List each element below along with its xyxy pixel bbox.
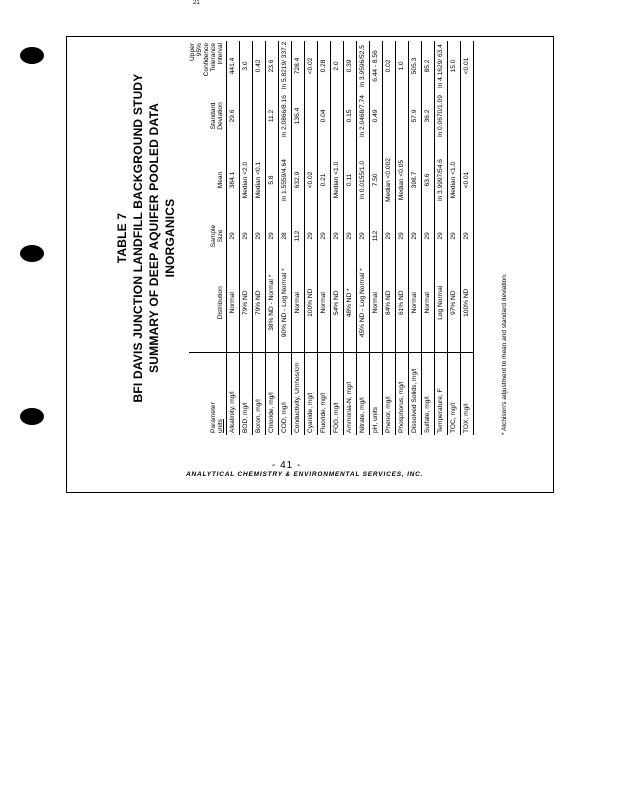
cell-mean: ln 0.0155/1.0 xyxy=(358,160,366,200)
cell-upper-tolerance: ln 5.8219/ 337.2 xyxy=(280,41,288,89)
cell-distribution: Normal xyxy=(371,292,379,314)
cell-parameter: TOX, mg/l xyxy=(460,353,473,435)
cell-std-dev xyxy=(447,91,460,141)
cell-mean: <0.02 xyxy=(306,171,314,189)
table-row xyxy=(382,41,395,435)
cell-std-dev xyxy=(382,91,395,141)
table-subtitle-category: INORGANICS xyxy=(163,198,177,278)
header-sample-line2: Size xyxy=(216,229,224,243)
cell-sample-size: 29 xyxy=(449,232,457,240)
table-row xyxy=(330,41,343,435)
cell-upper-tolerance: 505.3 xyxy=(410,57,418,75)
cell-mean: <0.01 xyxy=(462,171,470,189)
cell-parameter: Conductivity, Umhos/cm xyxy=(291,353,304,435)
cell-mean: Median <0.05 xyxy=(397,159,405,201)
header-upper-line1: Upper xyxy=(189,43,196,61)
table-row xyxy=(408,41,421,435)
cell-mean: ln 3.9997/54.6 xyxy=(436,159,444,201)
cell-upper-tolerance: 6.44 - 8.56 xyxy=(371,50,379,82)
cell-upper-tolerance: <0.01 xyxy=(462,57,470,75)
cell-upper-tolerance: 1.0 xyxy=(397,61,405,71)
cell-upper-tolerance: 0.39 xyxy=(345,59,353,73)
table-header-row xyxy=(189,41,226,435)
header-sample-size xyxy=(189,219,226,253)
header-distribution: Distribution xyxy=(216,286,224,320)
header-upper-line3: Tolerance Interval xyxy=(209,43,224,72)
cell-parameter: Cyanide, mg/l xyxy=(304,353,317,435)
data-table xyxy=(189,41,474,435)
punch-hole-middle xyxy=(20,245,44,262)
cell-std-dev xyxy=(330,91,343,141)
cell-std-dev: 11.2 xyxy=(267,109,275,123)
cell-mean: 63.6 xyxy=(423,173,431,187)
cell-mean: 5.8 xyxy=(267,175,275,185)
cell-std-dev: 0.04 xyxy=(319,109,327,123)
cell-sample-size: 29 xyxy=(397,232,405,240)
cell-mean: 398.7 xyxy=(410,171,418,189)
cell-parameter: Dissolved Solids, mg/l xyxy=(408,353,421,435)
cell-upper-tolerance: 2.0 xyxy=(332,61,340,71)
cell-upper-tolerance: 0.02 xyxy=(384,59,392,73)
cell-upper-tolerance: 728.4 xyxy=(293,57,301,75)
cell-sample-size: 29 xyxy=(306,232,314,240)
cell-upper-tolerance: 15.0 xyxy=(449,59,457,73)
table-row xyxy=(460,41,473,435)
table-row xyxy=(226,41,239,435)
table-row xyxy=(278,41,291,435)
cell-parameter: Ammonia-N, mg/l xyxy=(343,353,356,435)
cell-sample-size: 112 xyxy=(371,230,379,242)
cell-mean: Median <0.1 xyxy=(254,161,262,199)
cell-upper-tolerance: ln 3.9596/52.5 xyxy=(358,45,366,87)
cell-distribution: Normal xyxy=(293,292,301,314)
cell-std-dev: ln 0.0670/1.09 xyxy=(436,95,444,137)
table-row xyxy=(421,41,434,435)
cell-mean: 632.9 xyxy=(293,171,301,189)
header-sd-line1: Standard xyxy=(209,102,217,130)
cell-upper-tolerance: 3.0 xyxy=(241,61,249,71)
cell-parameter: BOD, mg/l xyxy=(239,353,252,435)
cell-std-dev: 29.6 xyxy=(228,109,236,123)
cell-distribution: 48% ND * xyxy=(345,288,353,318)
punch-hole-bottom xyxy=(20,408,44,425)
table-subtitle-summary: SUMMARY OF DEEP AQUIFER POOLED DATA xyxy=(147,103,161,373)
cell-parameter: Boron, mg/l xyxy=(252,353,265,435)
cell-parameter: COD, mg/l xyxy=(278,353,291,435)
cell-sample-size: 29 xyxy=(423,232,431,240)
cell-sample-size: 112 xyxy=(293,230,301,242)
cell-sample-size: 29 xyxy=(267,232,275,240)
cell-sample-size: 29 xyxy=(462,232,470,240)
cell-distribution: Log Normal xyxy=(436,285,444,320)
cell-distribution: 54% ND xyxy=(332,290,340,316)
table-row xyxy=(447,41,460,435)
cell-mean: 7.50 xyxy=(371,173,379,187)
cell-mean: Median <2.0 xyxy=(241,161,249,199)
cell-std-dev: 0.15 xyxy=(345,109,353,123)
cell-sample-size: 29 xyxy=(228,232,236,240)
cell-mean: ln 1.5559/4.64 xyxy=(280,159,288,201)
header-upper-line2: 95% Confidence xyxy=(195,43,210,77)
cell-distribution: 79% ND xyxy=(254,290,262,316)
cell-parameter: pH, units xyxy=(369,353,382,435)
cell-parameter: Nitrate, mg/l xyxy=(356,353,369,435)
table-row xyxy=(395,41,408,435)
cell-std-dev: 36.2 xyxy=(423,109,431,123)
table-row xyxy=(317,41,330,435)
cell-upper-tolerance: 0.42 xyxy=(254,59,262,73)
cell-std-dev xyxy=(252,91,265,141)
cell-upper-tolerance: 0.28 xyxy=(319,59,327,73)
cell-mean: Median <0.002 xyxy=(384,158,392,202)
cell-distribution: Normal xyxy=(319,292,327,314)
cell-distribution: 90% ND - Log Normal * xyxy=(280,268,288,338)
table-row xyxy=(343,41,356,435)
table-row xyxy=(239,41,252,435)
cell-distribution: Normal xyxy=(228,292,236,314)
cell-sample-size: 29 xyxy=(436,232,444,240)
cell-mean: 0.21 xyxy=(319,173,327,187)
cell-distribution: 38% ND - Normal * xyxy=(267,274,275,331)
cell-std-dev xyxy=(304,91,317,141)
cell-upper-tolerance: ln 4.1629/ 63.4 xyxy=(436,44,444,88)
cell-distribution: 97% ND xyxy=(449,290,457,316)
table-row xyxy=(304,41,317,435)
cell-std-dev xyxy=(460,91,473,141)
cell-parameter: Fluoride, mg/l xyxy=(317,353,330,435)
table-row xyxy=(356,41,369,435)
cell-sample-size: 29 xyxy=(384,232,392,240)
cell-distribution: Normal xyxy=(410,292,418,314)
table-row xyxy=(291,41,304,435)
cell-std-dev: 136.4 xyxy=(293,107,301,125)
cell-std-dev xyxy=(239,91,252,141)
header-sample-line1: Sample xyxy=(209,224,217,248)
cell-std-dev: ln 2.0866/8.16 xyxy=(280,95,288,137)
cell-sample-size: 29 xyxy=(332,232,340,240)
cell-distribution: 100% ND xyxy=(306,288,314,317)
cell-std-dev: 57.9 xyxy=(410,109,418,123)
cell-distribution: Normal xyxy=(423,292,431,314)
cell-distribution: 100% ND xyxy=(462,288,470,317)
cell-std-dev: 0.49 xyxy=(371,109,379,123)
header-std-dev xyxy=(189,91,226,141)
cell-mean: 0.11 xyxy=(345,173,353,187)
punch-hole-top xyxy=(20,47,44,64)
header-upper-tolerance xyxy=(189,41,226,91)
cell-distribution: 79% ND xyxy=(241,290,249,316)
table-row xyxy=(265,41,278,435)
cell-sample-size: 29 xyxy=(241,232,249,240)
cell-sample-size: 29 xyxy=(358,232,366,240)
cell-upper-tolerance: 441.4 xyxy=(228,57,236,75)
cell-parameter: TOC, mg/l xyxy=(447,353,460,435)
header-parameter xyxy=(189,353,226,435)
cell-mean: Median <1.0 xyxy=(332,161,340,199)
cell-parameter: Sulfate, mg/l xyxy=(421,353,434,435)
cell-std-dev xyxy=(395,91,408,141)
header-mean: Mean xyxy=(216,171,224,189)
cell-sample-size: 29 xyxy=(254,232,262,240)
cell-sample-size: 28 xyxy=(280,232,288,240)
table-footnote: * Atchison's adjustment to mean and standard deviation. xyxy=(501,273,508,435)
cell-sample-size: 29 xyxy=(410,232,418,240)
header-sd-line2: Deviation xyxy=(216,102,224,130)
cell-parameter: Phenol, mg/l xyxy=(382,353,395,435)
cell-parameter: Chloride, mg/l xyxy=(265,353,278,435)
cell-upper-tolerance: 23.6 xyxy=(267,59,275,73)
cell-std-dev: ln 2.0468/7.74 xyxy=(358,95,366,137)
table-row xyxy=(252,41,265,435)
cell-distribution: 45% ND - Log Normal * xyxy=(358,268,366,338)
rotated-table-page xyxy=(101,38,531,438)
table-row xyxy=(434,41,447,435)
cell-mean: Median <1.0 xyxy=(449,161,457,199)
cell-parameter: Alkalinity, mg/l xyxy=(226,353,239,435)
header-parameter-label: Parameter xyxy=(209,402,217,433)
cell-parameter: Temperature, F xyxy=(434,353,447,435)
table-row xyxy=(369,41,382,435)
cell-sample-size: 29 xyxy=(345,232,353,240)
cell-parameter: Phosphorus, mg/l xyxy=(395,353,408,435)
stray-mark: 21 xyxy=(193,0,200,6)
page-number: - 41 - xyxy=(272,460,302,471)
cell-parameter: FOG, mg/l xyxy=(330,353,343,435)
company-footer: ANALYTICAL CHEMISTRY & ENVIRONMENTAL SERVICES, INC. xyxy=(186,471,424,478)
header-units-label: units xyxy=(216,419,224,433)
cell-mean: 384.1 xyxy=(228,171,236,189)
table-title: TABLE 7 xyxy=(115,212,129,264)
table-subtitle-study: BFI DAVIS JUNCTION LANDFILL BACKGROUND STUDY xyxy=(131,73,145,403)
cell-upper-tolerance: <0.02 xyxy=(306,57,314,75)
cell-distribution: 84% ND xyxy=(384,290,392,316)
cell-upper-tolerance: 85.2 xyxy=(423,59,431,73)
cell-sample-size: 29 xyxy=(319,232,327,240)
cell-distribution: 61% ND xyxy=(397,290,405,316)
